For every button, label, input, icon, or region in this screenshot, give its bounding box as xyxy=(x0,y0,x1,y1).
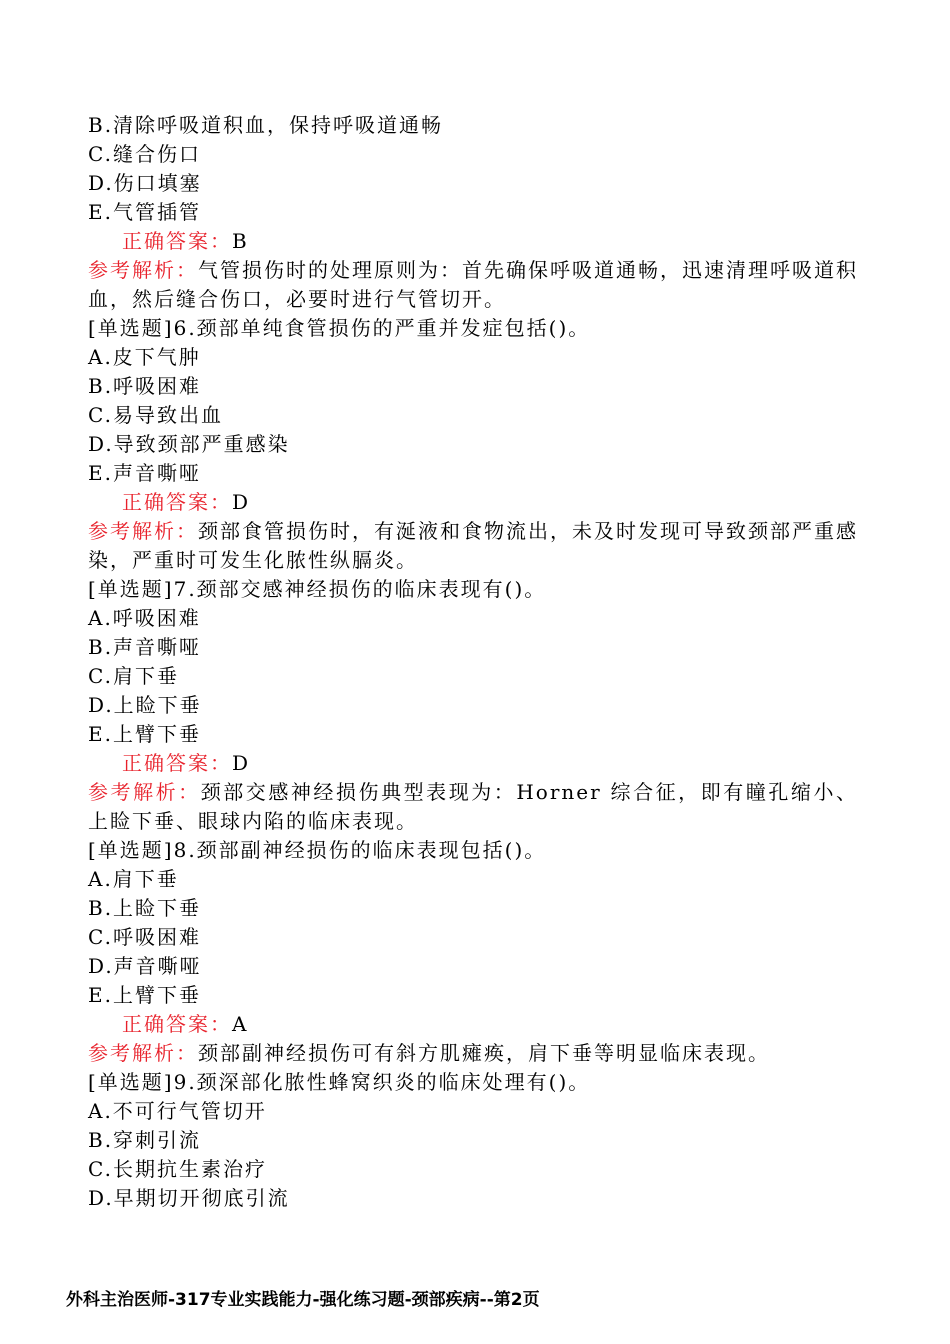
option-b: B.呼吸困难 xyxy=(88,374,202,398)
analysis xyxy=(88,517,858,575)
option-a: A.肩下垂 xyxy=(88,867,179,891)
option-a: A.呼吸困难 xyxy=(88,606,201,630)
correct-answer xyxy=(88,488,858,517)
question-stem: [单选题]9.颈深部化脓性蜂窝织炎的临床处理有()。 xyxy=(88,1070,591,1094)
option-d: D.声音嘶哑 xyxy=(88,954,202,978)
option-d: D.上睑下垂 xyxy=(88,693,202,717)
option-a: A.不可行气管切开 xyxy=(88,1099,267,1123)
page-footer: 外科主治医师-317专业实践能力-强化练习题-颈部疾病--第2页 xyxy=(66,1290,540,1310)
analysis-text: 颈部交感神经损伤典型表现为：Horner 综合征，即有瞳孔缩小、上睑下垂、眼球内陷的临床表现。 xyxy=(88,780,858,833)
analysis xyxy=(88,1039,858,1068)
question-stem: [单选题]8.颈部副神经损伤的临床表现包括()。 xyxy=(88,838,547,862)
option-c: C.缝合伤口 xyxy=(88,142,201,166)
option-b: B.清除呼吸道积血，保持呼吸道通畅 xyxy=(88,113,444,137)
option-d: D.伤口填塞 xyxy=(88,171,202,195)
analysis-text: 颈部副神经损伤可有斜方肌瘫痪，肩下垂等明显临床表现。 xyxy=(198,1041,770,1065)
question-stem: [单选题]7.颈部交感神经损伤的临床表现有()。 xyxy=(88,577,547,601)
answer-label: 正确答案： xyxy=(122,490,232,514)
option-b: B.穿刺引流 xyxy=(88,1128,202,1152)
option-c: C.易导致出血 xyxy=(88,403,223,427)
option-d: D.导致颈部严重感染 xyxy=(88,432,290,456)
analysis xyxy=(88,256,858,314)
analysis-label: 参考解析： xyxy=(88,258,198,282)
answer-value: B xyxy=(232,229,249,253)
option-c: C.呼吸困难 xyxy=(88,925,201,949)
question-6 xyxy=(88,314,858,575)
question-9 xyxy=(88,1068,858,1213)
analysis xyxy=(88,778,858,836)
option-b: B.声音嘶哑 xyxy=(88,635,202,659)
answer-label: 正确答案： xyxy=(122,751,232,775)
answer-value: A xyxy=(232,1012,249,1036)
question-stem: [单选题]6.颈部单纯食管损伤的严重并发症包括()。 xyxy=(88,316,591,340)
question-5-continued xyxy=(88,111,858,314)
option-a: A.皮下气肿 xyxy=(88,345,201,369)
option-c: C.肩下垂 xyxy=(88,664,179,688)
analysis-text: 颈部食管损伤时，有涎液和食物流出，未及时发现可导致颈部严重感染，严重时可发生化脓性纵膈炎。 xyxy=(88,519,858,572)
option-e: E.声音嘶哑 xyxy=(88,461,201,485)
analysis-text: 气管损伤时的处理原则为：首先确保呼吸道通畅，迅速清理呼吸道积血，然后缝合伤口，必要时进行气管切开。 xyxy=(88,258,858,311)
answer-label: 正确答案： xyxy=(122,229,232,253)
document-body xyxy=(88,111,858,1213)
answer-value: D xyxy=(232,490,251,514)
option-b: B.上睑下垂 xyxy=(88,896,202,920)
analysis-label: 参考解析： xyxy=(88,780,201,804)
question-7 xyxy=(88,575,858,836)
option-e: E.上臂下垂 xyxy=(88,983,201,1007)
option-e: E.上臂下垂 xyxy=(88,722,201,746)
analysis-label: 参考解析： xyxy=(88,1041,198,1065)
correct-answer xyxy=(88,749,858,778)
option-d: D.早期切开彻底引流 xyxy=(88,1186,290,1210)
option-e: E.气管插管 xyxy=(88,200,201,224)
answer-label: 正确答案： xyxy=(122,1012,232,1036)
option-c: C.长期抗生素治疗 xyxy=(88,1157,267,1181)
correct-answer xyxy=(88,227,858,256)
question-8 xyxy=(88,836,858,1068)
analysis-label: 参考解析： xyxy=(88,519,198,543)
answer-value: D xyxy=(232,751,251,775)
correct-answer xyxy=(88,1010,858,1039)
